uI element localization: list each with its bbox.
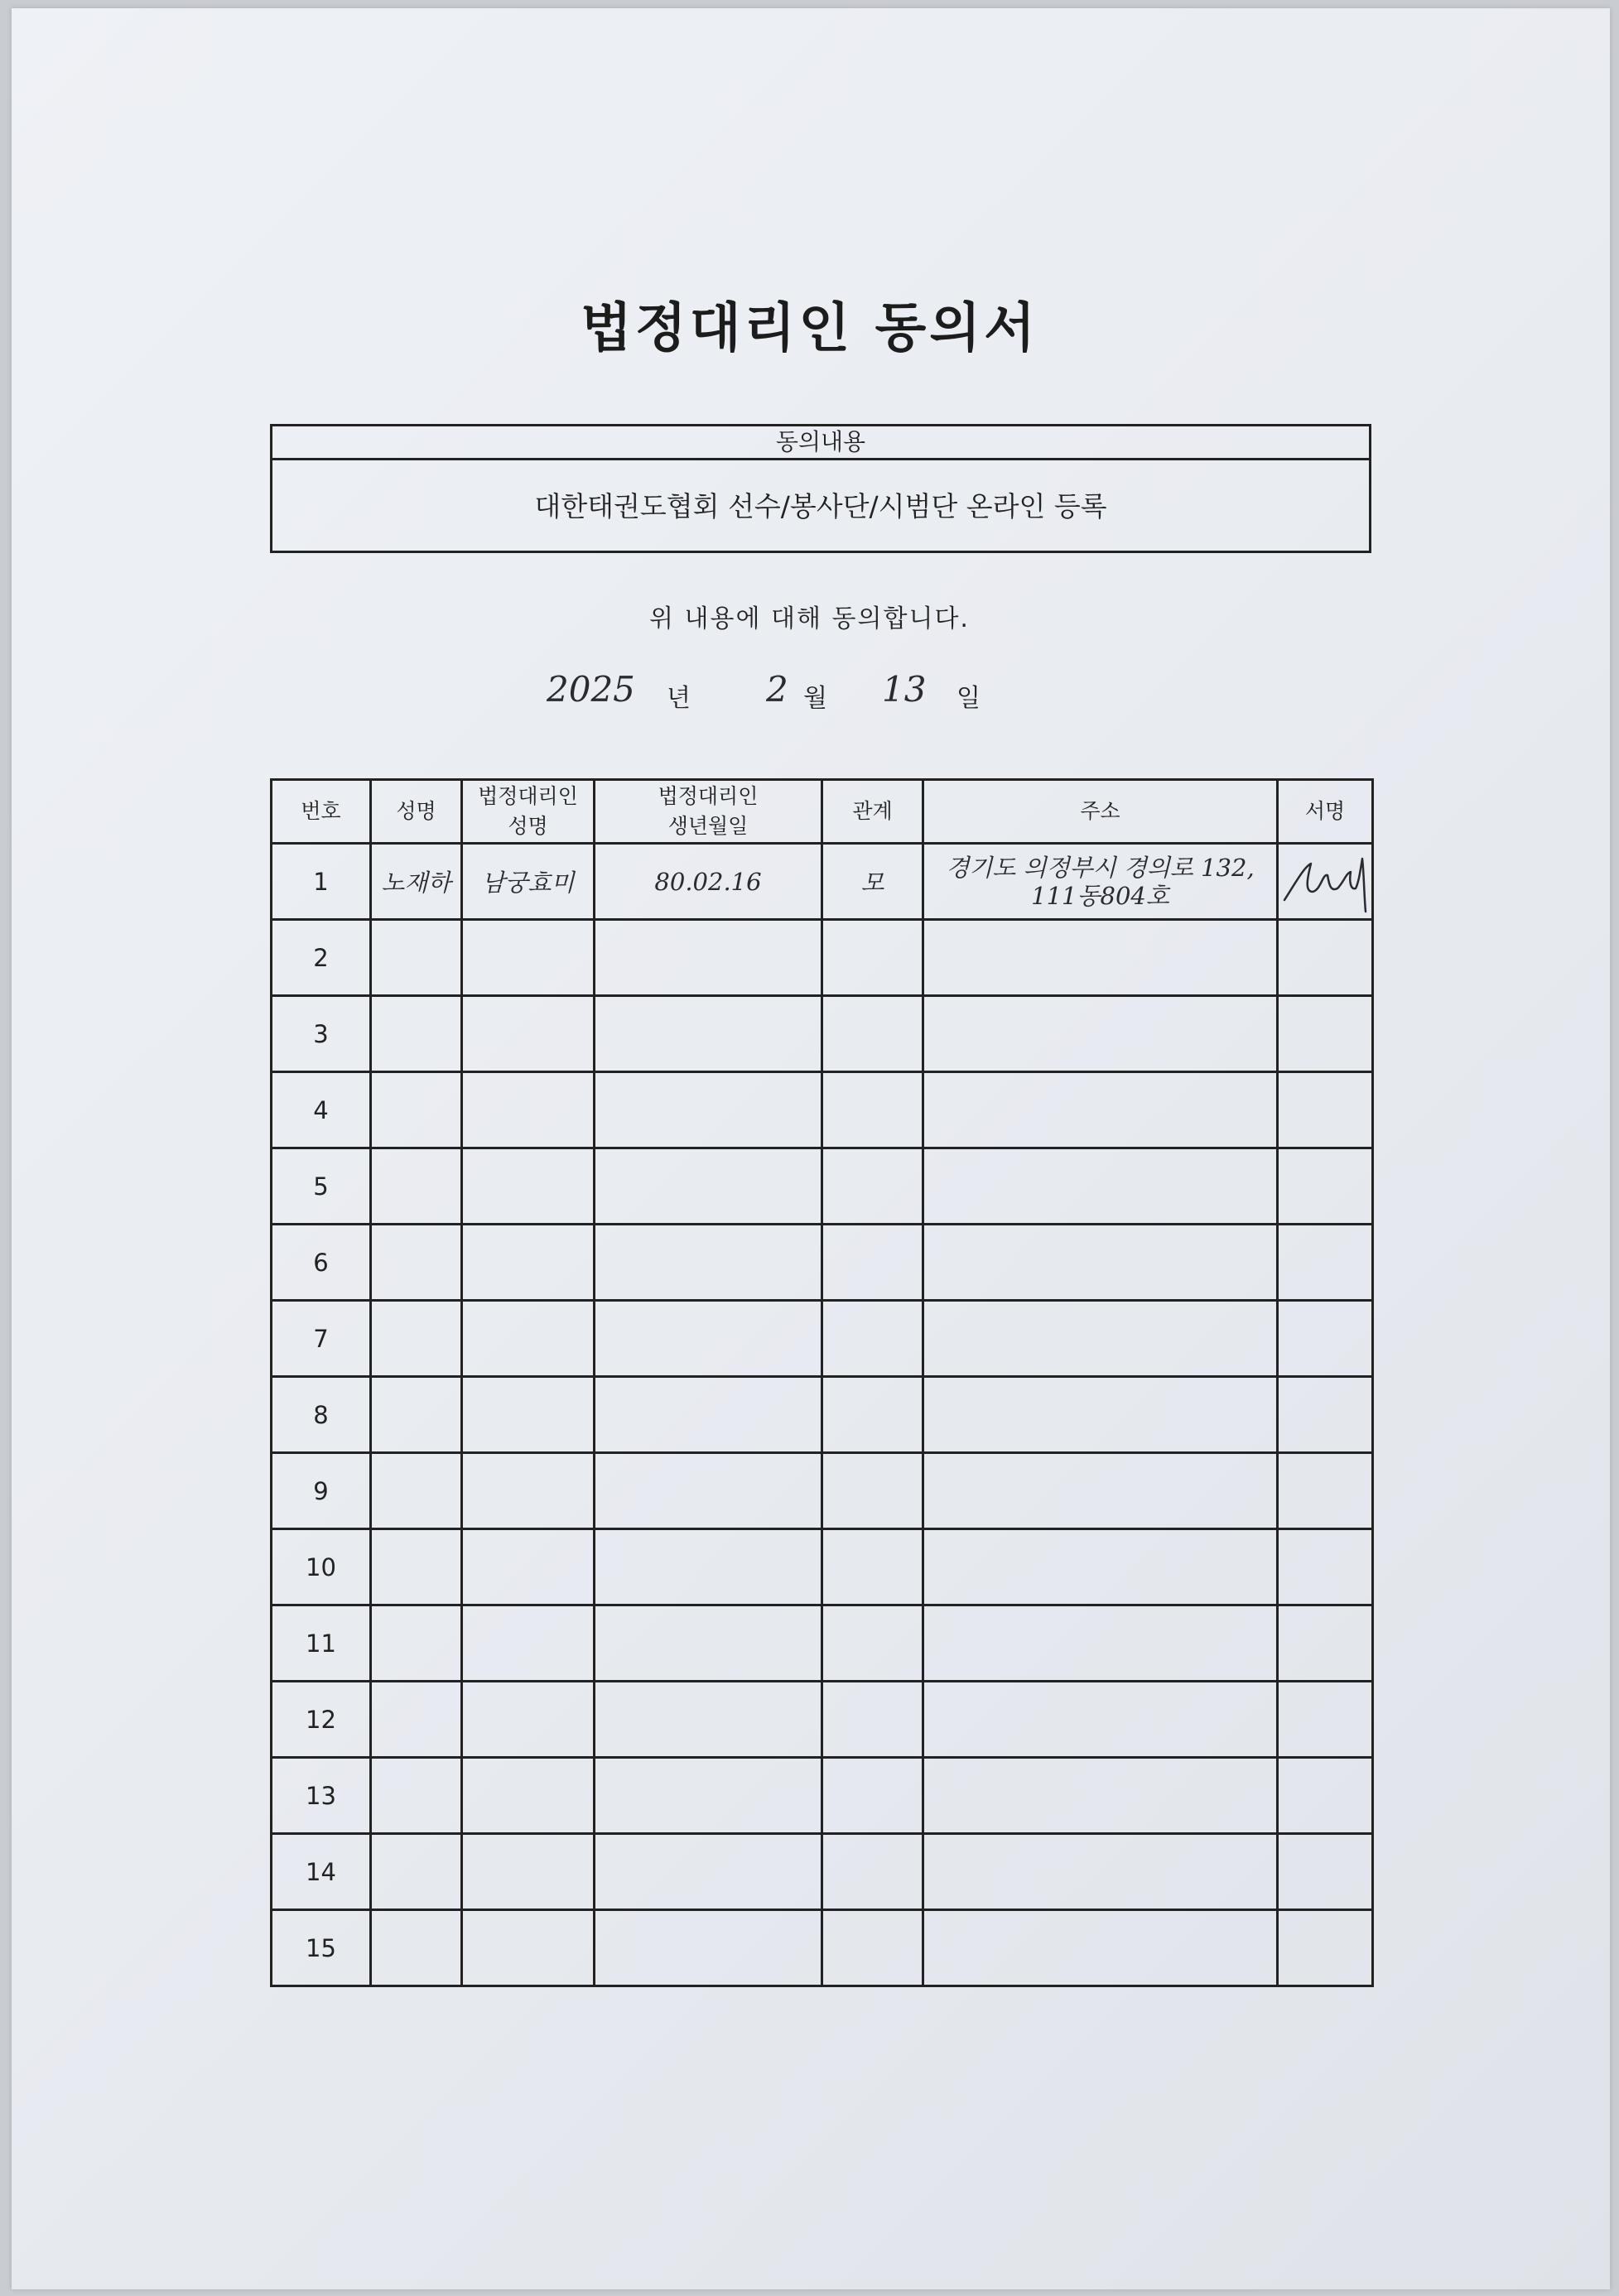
- signature-cell: [1278, 1148, 1373, 1225]
- date-year-unit: 년: [667, 684, 691, 713]
- guardian-table: [270, 778, 1374, 1987]
- relation: [822, 1910, 923, 1986]
- guardian-birthdate: [595, 1148, 822, 1225]
- table-row: [272, 1148, 1373, 1225]
- signature-cell: [1278, 1225, 1373, 1301]
- relation: [822, 1834, 923, 1910]
- row-number: 5: [272, 1148, 371, 1225]
- guardian-birthdate: [595, 996, 822, 1072]
- table-row: [272, 1834, 1373, 1910]
- consent-box: [270, 424, 1371, 553]
- address: [923, 1148, 1278, 1225]
- column-header-guardian-name: 법정대리인 성명: [462, 780, 595, 844]
- student-name: 노재하: [371, 844, 462, 920]
- table-row: [272, 1225, 1373, 1301]
- row-number: 11: [272, 1605, 371, 1682]
- address: [923, 1834, 1278, 1910]
- signature-cell: [1278, 844, 1373, 920]
- guardian-name: [462, 1377, 595, 1453]
- guardian-birthdate: 80.02.16: [595, 844, 822, 920]
- row-number: 13: [272, 1758, 371, 1834]
- signature-cell: [1278, 1301, 1373, 1377]
- guardian-name: [462, 920, 595, 996]
- column-header-relation: 관계: [822, 780, 923, 844]
- signature-cell: [1278, 996, 1373, 1072]
- signature-cell: [1278, 1758, 1373, 1834]
- relation: 모: [822, 844, 923, 920]
- guardian-birthdate: [595, 1453, 822, 1529]
- guardian-name: [462, 1529, 595, 1605]
- row-number: 10: [272, 1529, 371, 1605]
- student-name: [371, 920, 462, 996]
- relation: [822, 1377, 923, 1453]
- guardian-name: [462, 1910, 595, 1986]
- date-month: 2: [766, 669, 788, 710]
- column-header-number: 번호: [272, 780, 371, 844]
- address: [923, 1605, 1278, 1682]
- guardian-birthdate: [595, 1225, 822, 1301]
- row-number: 6: [272, 1225, 371, 1301]
- table-header-row: [272, 780, 1373, 844]
- guardian-birthdate: [595, 1910, 822, 1986]
- row-number: 3: [272, 996, 371, 1072]
- guardian-name: [462, 1758, 595, 1834]
- table-row: [272, 844, 1373, 920]
- address: [923, 1453, 1278, 1529]
- guardian-name: [462, 1453, 595, 1529]
- date-day-unit: 일: [956, 684, 981, 713]
- date-month-unit: 월: [803, 684, 827, 713]
- student-name: [371, 1910, 462, 1986]
- address: [923, 1377, 1278, 1453]
- relation: [822, 1529, 923, 1605]
- student-name: [371, 1225, 462, 1301]
- relation: [822, 1605, 923, 1682]
- address: [923, 1072, 1278, 1148]
- address: [923, 1529, 1278, 1605]
- table-row: [272, 1758, 1373, 1834]
- relation: [822, 1072, 923, 1148]
- relation: [822, 1301, 923, 1377]
- date-day: 13: [882, 669, 927, 710]
- table-row: [272, 1072, 1373, 1148]
- agreement-statement: 위 내용에 대해 동의합니다.: [649, 604, 970, 633]
- table-row: [272, 996, 1373, 1072]
- table-row: [272, 1910, 1373, 1986]
- table-row: [272, 920, 1373, 996]
- relation: [822, 996, 923, 1072]
- row-number: 1: [272, 844, 371, 920]
- signature-cell: [1278, 1377, 1373, 1453]
- guardian-birthdate: [595, 1834, 822, 1910]
- table-row: [272, 1529, 1373, 1605]
- date-line: [547, 669, 1126, 719]
- relation: [822, 1682, 923, 1758]
- handwritten-signature-icon: [1279, 849, 1371, 915]
- address: 경기도 의정부시 경의로 132, 111동804호: [923, 844, 1278, 920]
- row-number: 4: [272, 1072, 371, 1148]
- consent-box-content: 대한태권도협회 선수/봉사단/시범단 온라인 등록: [534, 490, 1107, 522]
- relation: [822, 1453, 923, 1529]
- guardian-birthdate: [595, 1377, 822, 1453]
- relation: [822, 1148, 923, 1225]
- address: [923, 1225, 1278, 1301]
- student-name: [371, 1072, 462, 1148]
- consent-box-header: 동의내용: [272, 426, 1369, 460]
- guardian-name: [462, 1605, 595, 1682]
- guardian-birthdate: [595, 920, 822, 996]
- column-header-signature: 서명: [1278, 780, 1373, 844]
- address: [923, 1910, 1278, 1986]
- signature-cell: [1278, 1605, 1373, 1682]
- address: [923, 996, 1278, 1072]
- student-name: [371, 1529, 462, 1605]
- column-header-guardian-birthdate: 법정대리인 생년월일: [595, 780, 822, 844]
- address: [923, 1758, 1278, 1834]
- guardian-name: [462, 1834, 595, 1910]
- column-header-address: 주소: [923, 780, 1278, 844]
- student-name: [371, 1605, 462, 1682]
- student-name: [371, 1377, 462, 1453]
- row-number: 2: [272, 920, 371, 996]
- guardian-name: [462, 1148, 595, 1225]
- address: [923, 1301, 1278, 1377]
- row-number: 14: [272, 1834, 371, 1910]
- guardian-name: [462, 996, 595, 1072]
- column-header-name: 성명: [371, 780, 462, 844]
- guardian-name: [462, 1225, 595, 1301]
- row-number: 15: [272, 1910, 371, 1986]
- table-row: [272, 1453, 1373, 1529]
- student-name: [371, 1758, 462, 1834]
- guardian-birthdate: [595, 1529, 822, 1605]
- student-name: [371, 1453, 462, 1529]
- address: [923, 1682, 1278, 1758]
- address: [923, 920, 1278, 996]
- signature-cell: [1278, 1682, 1373, 1758]
- guardian-birthdate: [595, 1072, 822, 1148]
- guardian-birthdate: [595, 1758, 822, 1834]
- signature-cell: [1278, 1072, 1373, 1148]
- signature-cell: [1278, 1910, 1373, 1986]
- guardian-name: [462, 1301, 595, 1377]
- row-number: 7: [272, 1301, 371, 1377]
- guardian-name: 남궁효미: [462, 844, 595, 920]
- document-title: 법정대리인 동의서: [581, 298, 1038, 359]
- date-year: 2025: [547, 669, 635, 710]
- signature-cell: [1278, 1834, 1373, 1910]
- row-number: 8: [272, 1377, 371, 1453]
- row-number: 12: [272, 1682, 371, 1758]
- guardian-birthdate: [595, 1682, 822, 1758]
- signature-cell: [1278, 920, 1373, 996]
- table-row: [272, 1605, 1373, 1682]
- guardian-name: [462, 1682, 595, 1758]
- student-name: [371, 1834, 462, 1910]
- relation: [822, 920, 923, 996]
- row-number: 9: [272, 1453, 371, 1529]
- guardian-name: [462, 1072, 595, 1148]
- relation: [822, 1225, 923, 1301]
- student-name: [371, 1682, 462, 1758]
- student-name: [371, 1301, 462, 1377]
- signature-cell: [1278, 1529, 1373, 1605]
- guardian-birthdate: [595, 1301, 822, 1377]
- table-row: [272, 1301, 1373, 1377]
- table-row: [272, 1682, 1373, 1758]
- student-name: [371, 996, 462, 1072]
- student-name: [371, 1148, 462, 1225]
- signature-cell: [1278, 1453, 1373, 1529]
- relation: [822, 1758, 923, 1834]
- guardian-birthdate: [595, 1605, 822, 1682]
- table-row: [272, 1377, 1373, 1453]
